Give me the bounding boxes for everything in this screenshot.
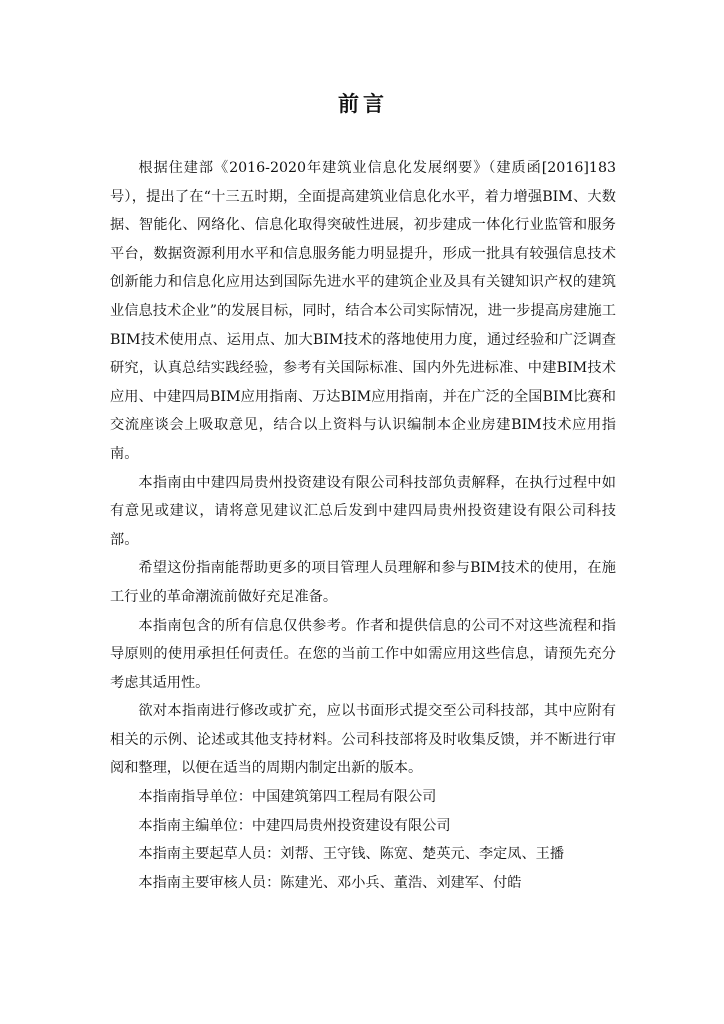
paragraph-basis: 根据住建部《2016-2020年建筑业信息化发展纲要》（建质函[2016]183号），提出了在“十三五时期，全面提高建筑业信息化水平，着力增强BIM、大数据、智能化、网络化、信息化取得突破性进展，初步建成一体化行业监管和服务平台，数据资源利用水平和信息服务能力明显提升，形成一批具有较强信息技术创新能力和信息化应用达到国际先进水平的建筑企业及具有关键知识产权的建筑业信息技术企业”的发展目标，同时，结合本公司实际情况，进一步提高房建施工BIM技术使用点、运用点、加大BIM技术的落地使用力度，通过经验和广泛调查研究，认真总结实践经验，参考有关国际标准、国内外先进标准、中建BIM技术应用、中建四局BIM应用指南、万达BIM应用指南，并在广泛的全国BIM比赛和交流座谈会上吸取意见，结合以上资料与认识编制本企业房建BIM技术应用指南。 xyxy=(110,160,616,462)
credit-reviewers: 本指南主要审核人员：陈建光、邓小兵、董浩、刘建军、付皓 xyxy=(138,874,522,891)
paragraph-purpose: 希望这份指南能帮助更多的项目管理人员理解和参与BIM技术的使用，在施工行业的革命潮流前做好充足准备。 xyxy=(110,560,616,605)
credit-drafters: 本指南主要起草人员：刘帮、王守钱、陈宽、楚英元、李定凤、王播 xyxy=(138,846,565,863)
paragraph-revision: 欲对本指南进行修改或扩充，应以书面形式提交至公司科技部，其中应附有相关的示例、论述或其他支持材料。公司科技部将及时收集反馈，并不断进行审阅和整理，以便在适当的周期内制定出新的版本。 xyxy=(110,703,616,777)
credit-guiding-unit: 本指南指导单位：中国建筑第四工程局有限公司 xyxy=(138,789,437,806)
page-title: 前言 xyxy=(338,91,388,116)
paragraph-disclaimer: 本指南包含的所有信息仅供参考。作者和提供信息的公司不对这些流程和指导原则的使用承担任何责任。在您的当前工作中如需应用这些信息，请预先充分考虑其适用性。 xyxy=(110,617,616,691)
credit-editing-unit: 本指南主编单位：中建四局贵州投资建设有限公司 xyxy=(138,817,451,834)
paragraph-interpretation: 本指南由中建四局贵州投资建设有限公司科技部负责解释，在执行过程中如有意见或建议，请将意见建议汇总后发到中建四局贵州投资建设有限公司科技部。 xyxy=(110,474,616,548)
